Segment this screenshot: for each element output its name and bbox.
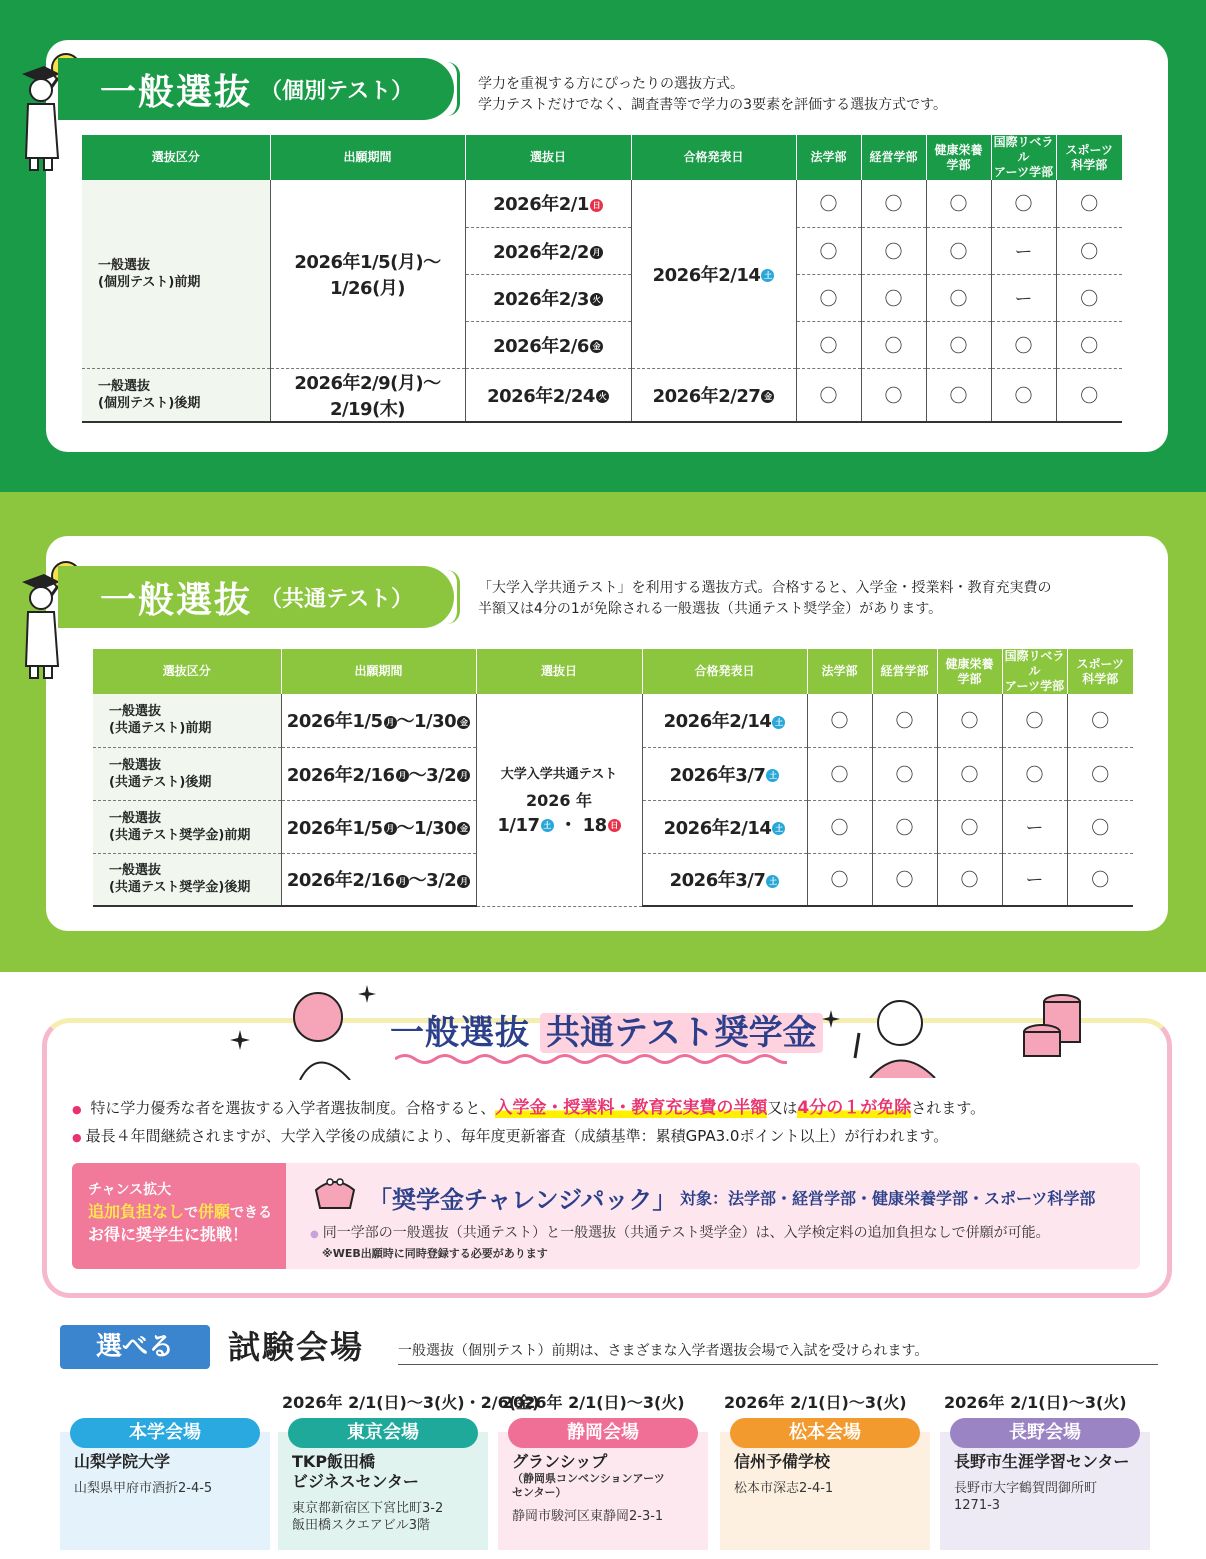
category-cell <box>82 180 270 368</box>
table-header-cell <box>631 135 796 180</box>
venues-divider <box>398 1364 1158 1365</box>
wave-decoration <box>395 1052 787 1066</box>
category-line: 一般選抜 <box>109 757 162 773</box>
venue-address: 松本市深志2-4-1 <box>734 1481 834 1496</box>
availability-mark: 〇 <box>861 180 926 227</box>
header-line: 出願期間 <box>354 664 403 678</box>
common-test-exam-cell <box>476 694 642 906</box>
apply-period-cell: 2026年2/9(月)〜2/19(木) <box>270 368 465 422</box>
table-header-cell <box>281 649 476 694</box>
weekday-badge: 火 <box>596 390 609 403</box>
table-row <box>93 694 1133 747</box>
header-line: 学部 <box>957 671 982 686</box>
venue-address: 山梨県甲府市酒折2-4-5 <box>74 1481 213 1496</box>
section2-description <box>478 578 1158 620</box>
availability-mark: 〇 <box>1056 274 1122 321</box>
date-cell <box>631 180 796 368</box>
weekday-badge: 火 <box>590 293 603 306</box>
date-text: 2026年3/7 <box>669 764 766 786</box>
header-line: 学部 <box>946 157 971 172</box>
section2-desc-line2: 半額又は4分の1が免除される一般選抜（共通テスト奨学金）があります。 <box>478 601 943 617</box>
date-text: 2026年2/14 <box>652 264 761 286</box>
date-text: 2026年2/27 <box>652 385 761 407</box>
category-cell <box>93 800 281 853</box>
challenge-pack-target: 対象：法学部・経営学部・健康栄養学部・スポーツ科学部 <box>680 1189 1096 1208</box>
category-cell <box>93 694 281 747</box>
weekday-badge: 金 <box>457 716 470 729</box>
chance-line2-c: 併願 <box>198 1202 231 1221</box>
availability-mark: ー <box>991 227 1056 274</box>
availability-mark: 〇 <box>1056 368 1122 422</box>
availability-mark: 〇 <box>796 227 861 274</box>
bullet1-emphasis-2: 4分の１が免除 <box>797 1098 912 1118</box>
date-cell <box>465 227 631 274</box>
header-line: スポーツ <box>1076 656 1125 671</box>
availability-mark: 〇 <box>937 853 1002 906</box>
table-header-cell <box>82 135 270 180</box>
availability-mark: 〇 <box>991 368 1056 422</box>
availability-mark: 〇 <box>1056 227 1122 274</box>
availability-mark: 〇 <box>1056 180 1122 227</box>
date-cell <box>642 694 807 747</box>
section1-title: 一般選抜 <box>100 71 253 113</box>
exam-dates <box>477 811 642 837</box>
date-cell <box>642 800 807 853</box>
table-header-cell <box>926 135 991 180</box>
apply-end: 3/2 <box>426 764 457 786</box>
availability-mark: 〇 <box>937 694 1002 747</box>
category-line: 一般選抜 <box>98 378 151 394</box>
bullet1-text-a: 特に学力優秀な者を選抜する入学者選抜制度。合格すると、 <box>90 1099 496 1117</box>
header-line: スポーツ <box>1065 142 1114 157</box>
venue-card <box>498 1432 708 1550</box>
header-line: アーツ学部 <box>993 165 1054 179</box>
venue-date: 2026年 2/1(日)〜3(火) <box>502 1393 685 1412</box>
venue-label: 東京会場 <box>288 1418 478 1448</box>
venue-address: 静岡市駿河区東静岡2-3-1 <box>512 1509 664 1524</box>
apply-end: 1/30 <box>414 711 457 733</box>
table-header-cell <box>807 649 872 694</box>
availability-mark: ー <box>1002 853 1067 906</box>
availability-mark: 〇 <box>807 694 872 747</box>
availability-mark: 〇 <box>1067 853 1133 906</box>
date-text: 2026年2/1 <box>493 194 589 216</box>
header-line: 健康栄養 <box>934 142 983 157</box>
scholarship-bullet-2: ● 最長４年間継続されますが、大学入学後の成績により、毎年度更新審査（成績基準：累積GPA3.0ポイント以上）が行われます。 <box>72 1125 948 1149</box>
availability-mark: 〇 <box>1067 800 1133 853</box>
section2-title-banner <box>58 566 454 628</box>
apply-period-cell <box>281 853 476 906</box>
category-line: (共通テスト)後期 <box>109 774 212 790</box>
section1-desc-line1: 学力を重視する方にぴったりの選抜方式。 <box>478 76 744 92</box>
weekday-badge: 月 <box>590 246 603 259</box>
category-line: (共通テスト奨学金)後期 <box>109 880 251 896</box>
section1-title-banner <box>58 58 454 120</box>
date-cell <box>465 274 631 321</box>
apply-start: 2026年2/16 <box>286 764 395 786</box>
table-header-cell <box>796 135 861 180</box>
chance-line1: チャンス拡大 <box>88 1182 172 1198</box>
weekday-badge: 土 <box>761 269 774 282</box>
sparkle-icon <box>822 1010 840 1028</box>
challenge-pack-description: ● 同一学部の一般選抜（共通テスト）と一般選抜（共通テスト奨学金）は、入学検定料の追加負担なしで併願が可能。 <box>310 1222 1050 1242</box>
weekday-badge: 日 <box>590 199 603 212</box>
availability-mark: 〇 <box>926 321 991 368</box>
availability-mark: 〇 <box>807 800 872 853</box>
apply-end: 1/30 <box>414 817 457 839</box>
date-text: 2026年2/24 <box>487 385 595 407</box>
date-text: 2026年2/3 <box>493 288 589 310</box>
apply-period-cell <box>281 747 476 800</box>
table-header-cell <box>270 135 465 180</box>
venue-name: グランシップ <box>512 1452 608 1471</box>
date-text: 2026年2/6 <box>493 335 589 357</box>
availability-mark: 〇 <box>861 368 926 422</box>
bullet1-text-b: 又は <box>767 1099 798 1117</box>
venue-card <box>720 1432 930 1550</box>
weekday-badge: 日 <box>608 819 621 832</box>
availability-mark: 〇 <box>872 800 937 853</box>
category-line: 一般選抜 <box>109 863 162 879</box>
sparkle-icon <box>358 985 376 1003</box>
weekday-badge: 土 <box>766 875 779 888</box>
venue-label: 松本会場 <box>730 1418 920 1448</box>
chance-line2-a: 追加負担なし <box>88 1202 185 1221</box>
table-header-cell <box>1056 135 1122 180</box>
header-line: 国際リベラル <box>993 135 1054 164</box>
date-cell <box>465 368 631 422</box>
weekday-badge: 土 <box>772 716 785 729</box>
section2-subtitle: （共通テスト） <box>260 586 414 612</box>
venue-card <box>940 1432 1150 1550</box>
weekday-badge: 月 <box>384 822 397 835</box>
availability-mark: 〇 <box>991 321 1056 368</box>
weekday-badge: 金 <box>590 340 603 353</box>
header-line: 法学部 <box>821 664 858 678</box>
chance-line3: お得に奨学生に挑戦！ <box>88 1225 249 1244</box>
availability-mark: 〇 <box>872 853 937 906</box>
category-cell <box>82 368 270 422</box>
venue-label: 本学会場 <box>70 1418 260 1448</box>
table-header-cell <box>991 135 1056 180</box>
header-line: 経営学部 <box>880 664 929 678</box>
weekday-badge: 月 <box>457 875 470 888</box>
apply-separator: 〜 <box>408 764 427 786</box>
date-cell <box>642 747 807 800</box>
header-line: 健康栄養 <box>945 656 994 671</box>
weekday-badge: 土 <box>541 819 554 832</box>
date-cell <box>465 180 631 227</box>
venue-subname: （静岡県コンベンションアーツ センター） <box>512 1472 665 1499</box>
date-text: 2026年2/14 <box>663 711 772 733</box>
availability-mark: 〇 <box>991 180 1056 227</box>
venue-address: 東京都新宿区下宮比町3-2 飯田橋スクエアビル3階 <box>292 1501 444 1533</box>
venues-title: 試験会場 <box>228 1328 365 1366</box>
exam-date-1: 1/17 <box>497 814 540 836</box>
availability-mark: ー <box>991 274 1056 321</box>
availability-mark: 〇 <box>796 180 861 227</box>
availability-mark: 〇 <box>1002 694 1067 747</box>
header-line: 選抜区分 <box>162 664 211 678</box>
date-text: 2026年3/7 <box>669 870 766 892</box>
chance-line2-b: で <box>184 1205 199 1221</box>
availability-mark: 〇 <box>1002 747 1067 800</box>
venue-address: 長野市大字鶴賀問御所町 1271-3 <box>954 1481 1098 1513</box>
availability-mark: ー <box>1002 800 1067 853</box>
availability-mark: 〇 <box>796 368 861 422</box>
header-line: 選抜日 <box>529 150 566 164</box>
apply-start: 2026年1/5 <box>286 817 383 839</box>
challenge-pack-note: ※WEB出願時に同時登録する必要があります <box>322 1247 548 1260</box>
availability-mark: 〇 <box>872 747 937 800</box>
venue-label: 長野会場 <box>950 1418 1140 1448</box>
availability-mark: 〇 <box>872 694 937 747</box>
venue-date: 2026年 2/1(日)〜3(火) <box>944 1393 1127 1412</box>
scholarship-title: 一般選抜 <box>390 1013 530 1053</box>
category-line: 一般選抜 <box>98 257 151 273</box>
category-line: 一般選抜 <box>109 704 162 720</box>
coins-icon <box>1022 992 1084 1062</box>
venue-card <box>60 1432 270 1550</box>
chance-panel <box>72 1163 286 1269</box>
availability-mark: 〇 <box>1067 747 1133 800</box>
apply-separator: 〜 <box>396 817 415 839</box>
header-line: 経営学部 <box>869 150 918 164</box>
weekday-badge: 月 <box>457 769 470 782</box>
header-line: アーツ学部 <box>1004 679 1065 693</box>
header-line: 選抜区分 <box>151 150 200 164</box>
availability-mark: 〇 <box>796 274 861 321</box>
table-header-cell <box>642 649 807 694</box>
date-cell <box>642 853 807 906</box>
weekday-badge: 月 <box>384 716 397 729</box>
apply-period-cell <box>281 800 476 853</box>
venue-card <box>278 1432 488 1550</box>
exam-date-2: 18 <box>582 814 607 836</box>
table-header-cell <box>476 649 642 694</box>
bullet1-emphasis-1: 入学金・授業料・教育充実費の半額 <box>495 1098 768 1118</box>
table-header-cell <box>937 649 1002 694</box>
availability-mark: 〇 <box>1067 694 1133 747</box>
section2-desc-line1: 「大学入学共通テスト」を利用する選抜方式。合格すると、入学金・授業料・教育充実費の <box>478 580 1052 596</box>
venues-badge: 選べる <box>60 1325 210 1369</box>
apply-separator: 〜 <box>396 711 415 733</box>
date-text: 2026年2/2 <box>493 241 589 263</box>
header-line: 法学部 <box>810 150 847 164</box>
table-header-cell <box>93 649 281 694</box>
venue-name: 長野市生涯学習センター <box>954 1452 1130 1471</box>
availability-mark: 〇 <box>1056 321 1122 368</box>
category-cell <box>93 747 281 800</box>
section1-subtitle: （個別テスト） <box>260 78 414 104</box>
category-line: (共通テスト奨学金)前期 <box>109 827 251 843</box>
venue-date: 2026年 2/1(日)〜3(火) <box>724 1393 907 1412</box>
exam-date-separator: ・ <box>553 814 583 836</box>
availability-mark: 〇 <box>796 321 861 368</box>
header-line: 科学部 <box>1082 671 1119 686</box>
table-header-cell <box>872 649 937 694</box>
header-line: 出願期間 <box>343 150 392 164</box>
category-line: (共通テスト)前期 <box>109 721 212 737</box>
girl-thinking-icon <box>845 988 945 1078</box>
table-header-cell <box>1067 649 1133 694</box>
category-line: (個別テスト)前期 <box>98 274 201 290</box>
table-header-cell <box>1002 649 1067 694</box>
category-line: (個別テスト)後期 <box>98 395 201 411</box>
header-line: 合格発表日 <box>683 150 744 164</box>
venue-name: 信州予備学校 <box>734 1452 831 1471</box>
scholarship-title2-text: 共通テスト奨学金 <box>540 1013 823 1053</box>
availability-mark: 〇 <box>861 227 926 274</box>
venue-name: 山梨学院大学 <box>74 1452 171 1471</box>
apply-period-cell: 2026年1/5(月)〜1/26(月) <box>270 180 465 368</box>
table-row <box>82 180 1122 227</box>
weekday-badge: 土 <box>766 769 779 782</box>
exam-label-2: 2026 年 <box>525 790 593 810</box>
header-line: 合格発表日 <box>694 664 755 678</box>
venue-label: 静岡会場 <box>508 1418 698 1448</box>
availability-mark: 〇 <box>926 274 991 321</box>
apply-period-cell <box>281 694 476 747</box>
apply-end: 3/2 <box>426 870 457 892</box>
table-header-cell <box>465 135 631 180</box>
header-line: 選抜日 <box>540 664 577 678</box>
availability-mark: 〇 <box>861 321 926 368</box>
availability-mark: 〇 <box>926 368 991 422</box>
availability-mark: 〇 <box>937 800 1002 853</box>
category-line: 一般選抜 <box>109 810 162 826</box>
individual-test-schedule-table <box>82 135 1122 423</box>
apply-start: 2026年1/5 <box>286 711 383 733</box>
venue-name: TKP飯田橋 ビジネスセンター <box>292 1452 419 1491</box>
category-cell <box>93 853 281 906</box>
challenge-pack-title: 「奨学金チャレンジパック」 <box>368 1186 677 1214</box>
section2-title: 一般選抜 <box>100 579 253 621</box>
apply-separator: 〜 <box>408 870 427 892</box>
bullet1-text-c: されます。 <box>911 1099 986 1117</box>
exam-label-1: 大学入学共通テスト <box>500 766 618 782</box>
table-row <box>82 368 1122 422</box>
table-header-cell <box>861 135 926 180</box>
date-text: 2026年2/14 <box>663 817 772 839</box>
weekday-badge: 金 <box>761 390 774 403</box>
header-line: 国際リベラル <box>1004 649 1065 678</box>
coin-purse-icon <box>310 1172 360 1212</box>
weekday-badge: 月 <box>396 769 409 782</box>
scholarship-bullet-1 <box>72 1097 985 1121</box>
scholarship-title-highlight <box>540 1005 823 1054</box>
availability-mark: 〇 <box>861 274 926 321</box>
weekday-badge: 金 <box>457 822 470 835</box>
availability-mark: 〇 <box>807 747 872 800</box>
date-cell <box>631 368 796 422</box>
section1-desc-line2: 学力テストだけでなく、調査書等で学力の3要素を評価する選抜方式です。 <box>478 97 947 113</box>
sparkle-icon <box>230 1030 250 1050</box>
section1-description <box>478 74 1138 116</box>
availability-mark: 〇 <box>926 180 991 227</box>
availability-mark: 〇 <box>937 747 1002 800</box>
weekday-badge: 月 <box>396 875 409 888</box>
common-test-schedule-table <box>93 649 1133 907</box>
chance-line2-d: できる <box>230 1205 273 1221</box>
availability-mark: 〇 <box>926 227 991 274</box>
venues-description: 一般選抜（個別テスト）前期は、さまざまな入学者選抜会場で入試を受けられます。 <box>398 1343 929 1359</box>
apply-start: 2026年2/16 <box>286 870 395 892</box>
date-cell <box>465 321 631 368</box>
availability-mark: 〇 <box>807 853 872 906</box>
venue-date: 2026年 2/1(日)〜3(火)・2/6(金) <box>282 1393 540 1412</box>
student-face-icon <box>280 985 360 1080</box>
header-line: 科学部 <box>1071 157 1108 172</box>
weekday-badge: 土 <box>772 822 785 835</box>
